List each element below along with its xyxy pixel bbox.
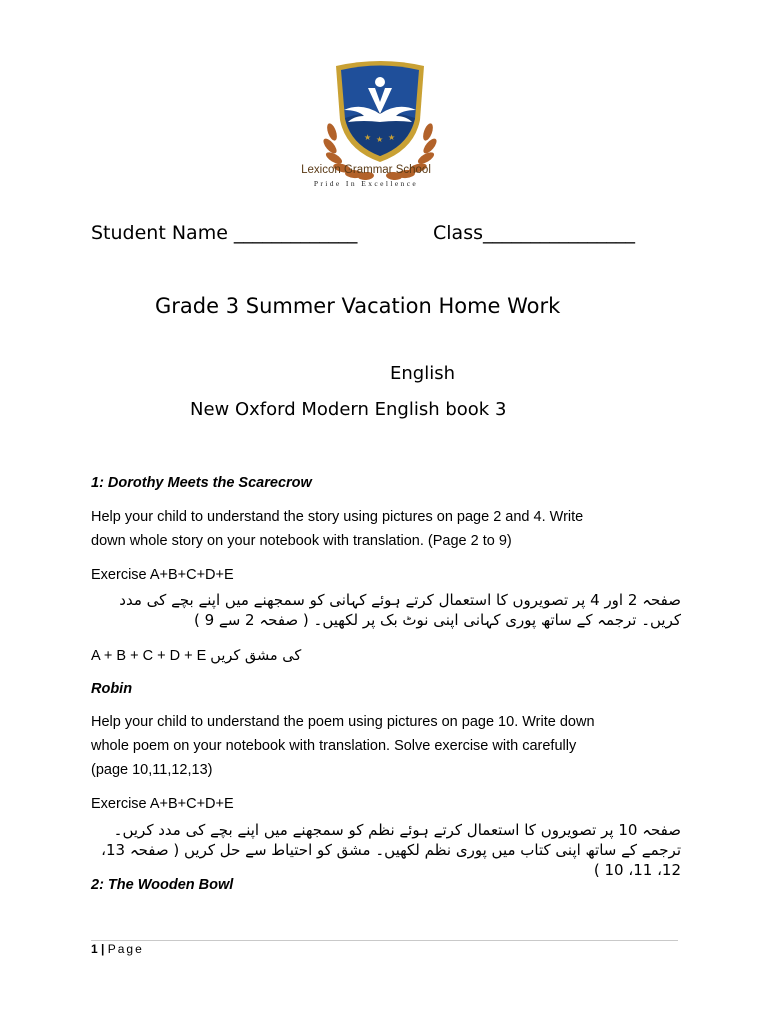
section1-abcd: A + B + C + D + E <box>91 648 207 664</box>
robin-instruction-line3: (page 10,11,12,13) <box>91 762 213 778</box>
footer-divider <box>91 940 678 941</box>
page-number: 1 <box>91 942 98 956</box>
page-separator: | <box>101 942 105 956</box>
document-title: Grade 3 Summer Vacation Home Work <box>155 294 561 318</box>
book-title: New Oxford Modern English book 3 <box>190 399 507 420</box>
class-field: Class________________ <box>433 222 635 244</box>
section1-instructions <box>91 505 583 553</box>
school-motto: Pride In Excellence <box>313 179 419 188</box>
robin-instruction-line1: Help your child to understand the poem using pictures on page 10. Write down <box>91 714 595 730</box>
robin-heading: Robin <box>91 681 133 697</box>
svg-text:★: ★ <box>388 133 396 142</box>
section1-exercise: Exercise A+B+C+D+E <box>91 567 234 583</box>
section1-instruction-line1: Help your child to understand the story using pictures on page 2 and 4. Write <box>91 509 584 525</box>
section1-urdu-instructions: صفحہ 2 اور 4 پر تصویروں کا استعمال کرتے ہوئے کہانی کو سمجھنے میں اپنے بچے کی مدد کریں۔ ترجمہ کے ساتھ پوری کہانی اپنی نوٹ بک پر لکھیں۔ ( صفحہ 2 سے 9 ) <box>119 591 681 629</box>
subject-heading: English <box>390 363 455 384</box>
svg-text:★: ★ <box>376 135 384 144</box>
page-label: Page <box>107 942 144 956</box>
section2-heading: 2: The Wooden Bowl <box>91 877 234 893</box>
robin-urdu-instructions: صفحہ 10 پر تصویروں کا استعمال کرتے ہوئے نظم کو سمجھنے میں اپنے بچے کی مدد کریں۔ ترجمے کے ساتھ اپنی کتاب میں پوری نظم لکھیں۔ مشق کو احتیاط سے حل کریں ( صفحہ 13، 12، 11، 10 ) <box>101 821 681 879</box>
svg-text:★: ★ <box>364 133 372 142</box>
robin-instructions <box>91 710 595 782</box>
robin-exercise: Exercise A+B+C+D+E <box>91 796 234 812</box>
page-footer <box>91 942 144 956</box>
shield-icon <box>336 61 424 162</box>
section1-heading: 1: Dorothy Meets the Scarecrow <box>91 475 312 491</box>
school-name: Lexicon Grammar School <box>301 164 431 176</box>
section1-instruction-line2: down whole story on your notebook with translation. (Page 2 to 9) <box>91 533 512 549</box>
section1-abcd-urdu: کی مشق کریں <box>210 648 302 664</box>
robin-instruction-line2: whole poem on your notebook with translation. Solve exercise with carefully <box>91 738 577 754</box>
section1-exercise-line <box>91 644 301 668</box>
student-name-field: Student Name _____________ <box>91 222 358 244</box>
